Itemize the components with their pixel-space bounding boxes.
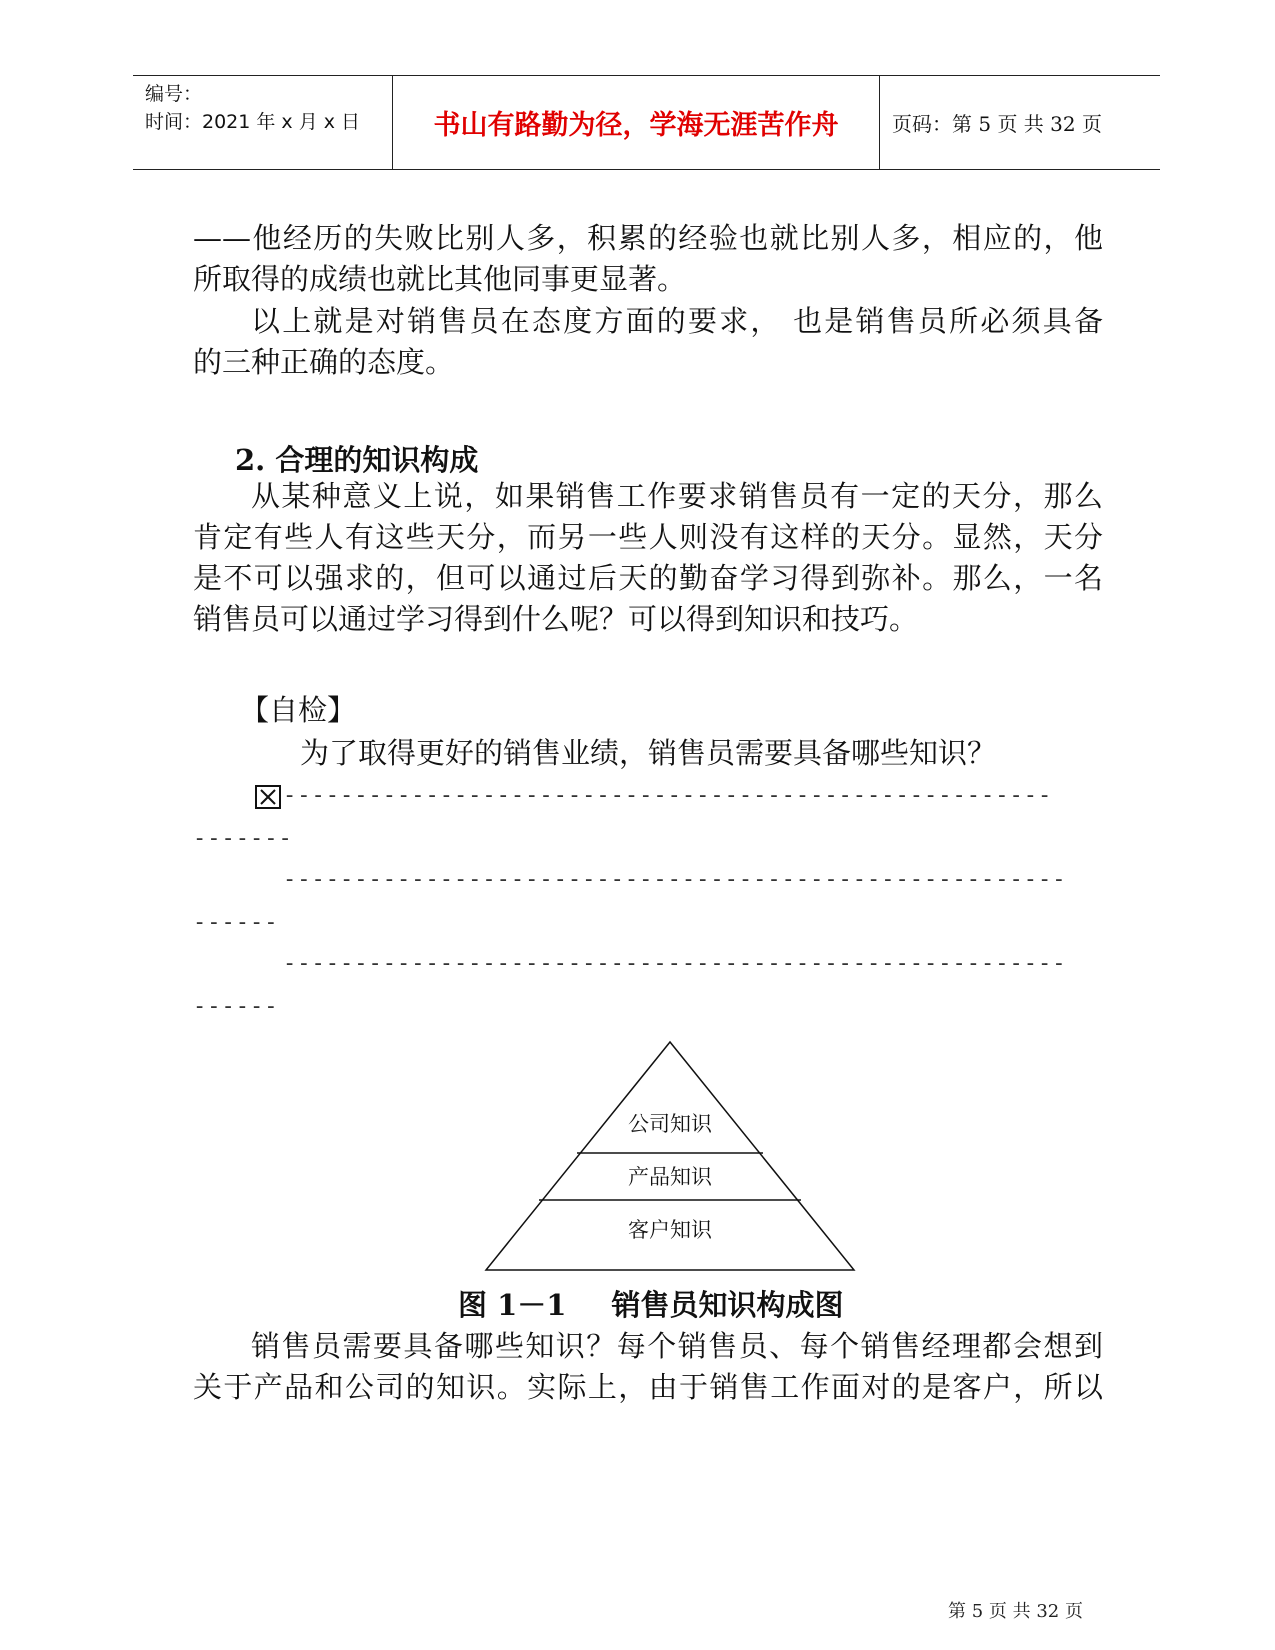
paragraph-line: 关于产品和公司的知识。实际上，由于销售工作面对的是客户，所以 <box>193 1370 1103 1404</box>
paragraph-line: 从某种意义上说，如果销售工作要求销售员有一定的天分，那么 <box>251 479 1103 513</box>
paragraph-line: 所取得的成绩也就比其他同事更显著。 <box>193 262 687 296</box>
self-check-heading <box>240 690 1150 731</box>
header-page-info: 页码：第 5 页 共 32 页 <box>892 112 1102 136</box>
answer-line[interactable]: ------------------------------------------------------- <box>283 951 1067 976</box>
answer-line[interactable]: ------------------------------------------------------- <box>283 867 1067 892</box>
self-check-question <box>300 733 1100 774</box>
paragraph-line: 以上就是对销售员在态度方面的要求， 也是销售员所必须具备 <box>251 304 1103 338</box>
paragraph-line: 销售员需要具备哪些知识？每个销售员、每个销售经理都会想到 <box>251 1329 1103 1363</box>
paragraph-line: 肯定有些人有这些天分，而另一些人则没有这样的天分。显然，天分 <box>193 520 1103 554</box>
answer-line[interactable]: ------- <box>193 826 293 851</box>
document-time-label: 时间：2021 年 x 月 x 日 <box>145 111 361 133</box>
answer-line[interactable]: ------------------------------------------------------ <box>283 783 1053 808</box>
paragraph-3 <box>193 476 1103 640</box>
figure-number: 图 1－1 <box>458 1288 567 1322</box>
pyramid-bottom-label: 客户知识 <box>628 1218 712 1242</box>
paragraph-line: 的三种正确的态度。 <box>193 345 455 379</box>
question-text: 为了取得更好的销售业绩，销售员需要具备哪些知识？ <box>300 736 997 770</box>
figure-title: 销售员知识构成图 <box>611 1288 844 1322</box>
paragraph-1 <box>193 218 1103 300</box>
section-title: 2. 合理的知识构成 <box>235 443 479 477</box>
header-motto: 书山有路勤为径，学海无涯苦作舟 <box>393 76 880 169</box>
document-number-label: 编号： <box>145 83 203 105</box>
page-footer: 第 5 页 共 32 页 <box>948 1601 1083 1622</box>
pyramid-top-label: 公司知识 <box>628 1112 712 1136</box>
paragraph-line: 销售员可以通过学习得到什么呢？可以得到知识和技巧。 <box>193 602 919 636</box>
paragraph-line: ——他经历的失败比别人多，积累的经验也就比别人多，相应的，他 <box>193 221 1103 255</box>
knowledge-pyramid <box>480 1038 860 1274</box>
answer-line[interactable]: ------ <box>193 910 279 935</box>
page-header <box>133 75 1160 170</box>
paragraph-2 <box>193 301 1103 383</box>
paragraph-4 <box>193 1326 1103 1408</box>
answer-checkbox[interactable] <box>255 785 281 809</box>
figure-caption <box>458 1283 843 1324</box>
pyramid-middle-label: 产品知识 <box>628 1165 712 1189</box>
self-check-label: 【自检】 <box>240 693 357 727</box>
cross-icon <box>257 787 279 807</box>
answer-line[interactable]: ------ <box>193 994 279 1019</box>
header-meta <box>133 76 393 169</box>
paragraph-line: 是不可以强求的，但可以通过后天的勤奋学习得到弥补。那么，一名 <box>193 561 1103 595</box>
